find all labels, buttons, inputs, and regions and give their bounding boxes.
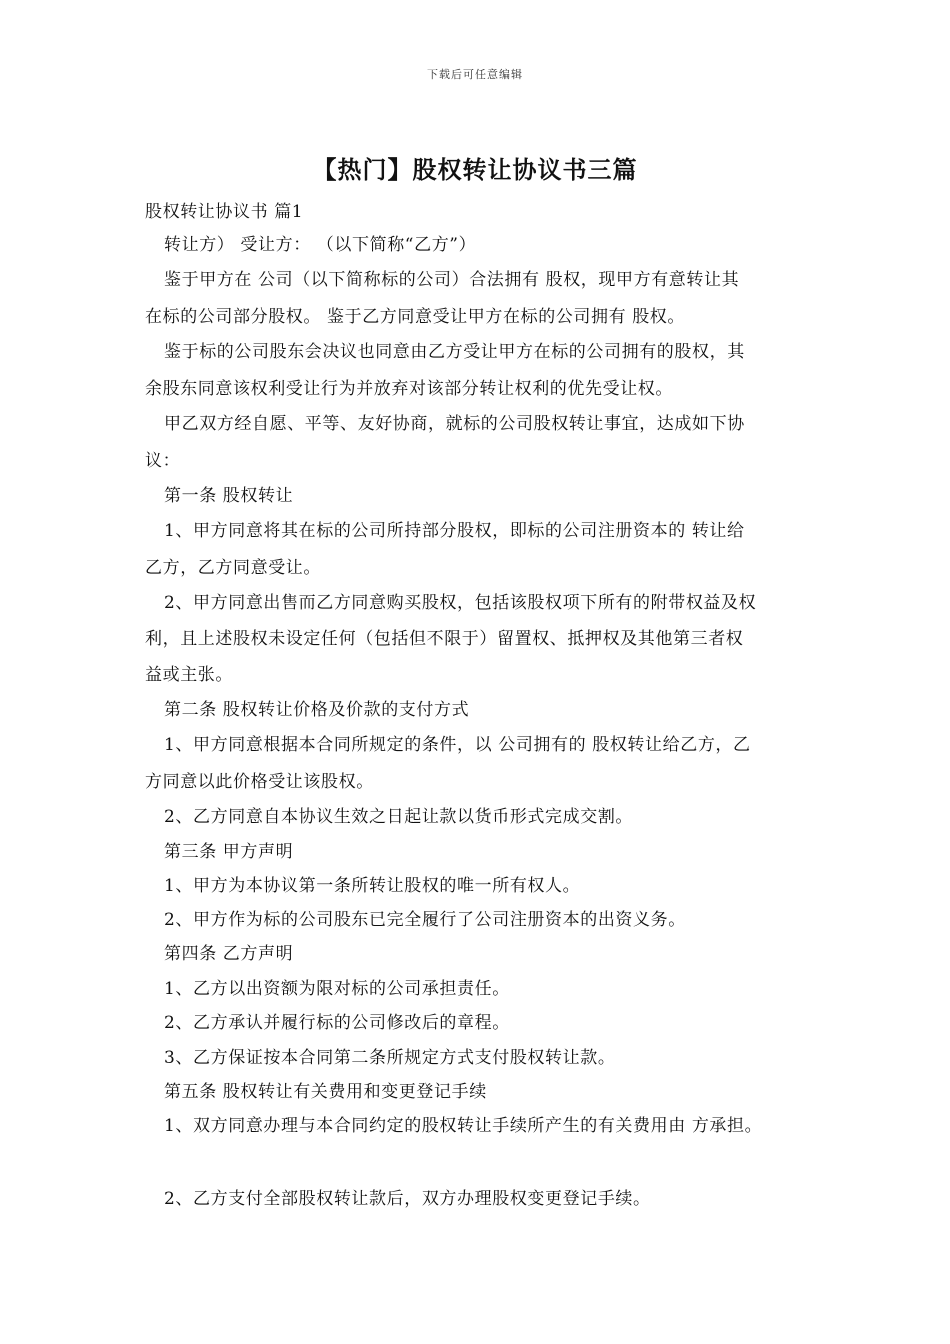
article-heading: 第四条 乙方声明 <box>164 944 294 964</box>
paragraph-line: 利，且上述股权未设定任何（包括但不限于）留置权、抵押权及其他第三者权 <box>145 629 744 649</box>
paragraph-line: 1、甲方同意根据本合同所规定的条件，以 公司拥有的 股权转让给乙方，乙 <box>164 735 751 755</box>
paragraph-line: 2、甲方同意出售而乙方同意购买股权，包括该股权项下所有的附带权益及权 <box>164 593 757 613</box>
article-heading: 第二条 股权转让价格及价款的支付方式 <box>164 700 470 720</box>
paragraph-line: 甲乙双方经自愿、平等、友好协商，就标的公司股权转让事宜，达成如下协 <box>164 414 745 434</box>
paragraph-line: 2、乙方同意自本协议生效之日起让款以货币形式完成交割。 <box>164 807 634 827</box>
paragraph-line: 2、甲方作为标的公司股东已完全履行了公司注册资本的出资义务。 <box>164 910 686 930</box>
paragraph-line: 2、乙方支付全部股权转让款后，双方办理股权变更登记手续。 <box>164 1189 651 1209</box>
paragraph-line: 在标的公司部分股权。 鉴于乙方同意受让甲方在标的公司拥有 股权。 <box>145 307 686 327</box>
paragraph-line: 议： <box>145 451 181 471</box>
article-heading: 第三条 甲方声明 <box>164 842 294 862</box>
paragraph-line: 转让方） 受让方： （以下简称“乙方”） <box>164 235 477 255</box>
paragraph-line: 1、甲方同意将其在标的公司所持部分股权，即标的公司注册资本的 转让给 <box>164 521 745 541</box>
paragraph-line: 方同意以此价格受让该股权。 <box>145 772 374 792</box>
article-heading: 第一条 股权转让 <box>164 486 294 506</box>
article-heading: 第五条 股权转让有关费用和变更登记手续 <box>164 1082 487 1102</box>
paragraph-line: 2、乙方承认并履行标的公司修改后的章程。 <box>164 1013 510 1033</box>
paragraph-line: 1、双方同意办理与本合同约定的股权转让手续所产生的有关费用由 方承担。 <box>164 1116 763 1136</box>
page-header-note: 下载后可任意编辑 <box>427 68 523 81</box>
section-heading: 股权转让协议书 篇1 <box>145 202 304 222</box>
paragraph-line: 余股东同意该权利受让行为并放弃对该部分转让权利的优先受让权。 <box>145 379 673 399</box>
paragraph-line: 鉴于甲方在 公司（以下简称标的公司）合法拥有 股权，现甲方有意转让其 <box>164 270 740 290</box>
paragraph-line: 3、乙方保证按本合同第二条所规定方式支付股权转让款。 <box>164 1048 616 1068</box>
paragraph-line: 1、乙方以出资额为限对标的公司承担责任。 <box>164 979 510 999</box>
paragraph-line: 乙方，乙方同意受让。 <box>145 558 321 578</box>
paragraph-line: 1、甲方为本协议第一条所转让股权的唯一所有权人。 <box>164 876 581 896</box>
paragraph-line: 益或主张。 <box>145 665 233 685</box>
document-title: 【热门】股权转让协议书三篇 <box>312 155 638 184</box>
paragraph-line: 鉴于标的公司股东会决议也同意由乙方受让甲方在标的公司拥有的股权，其 <box>164 342 745 362</box>
